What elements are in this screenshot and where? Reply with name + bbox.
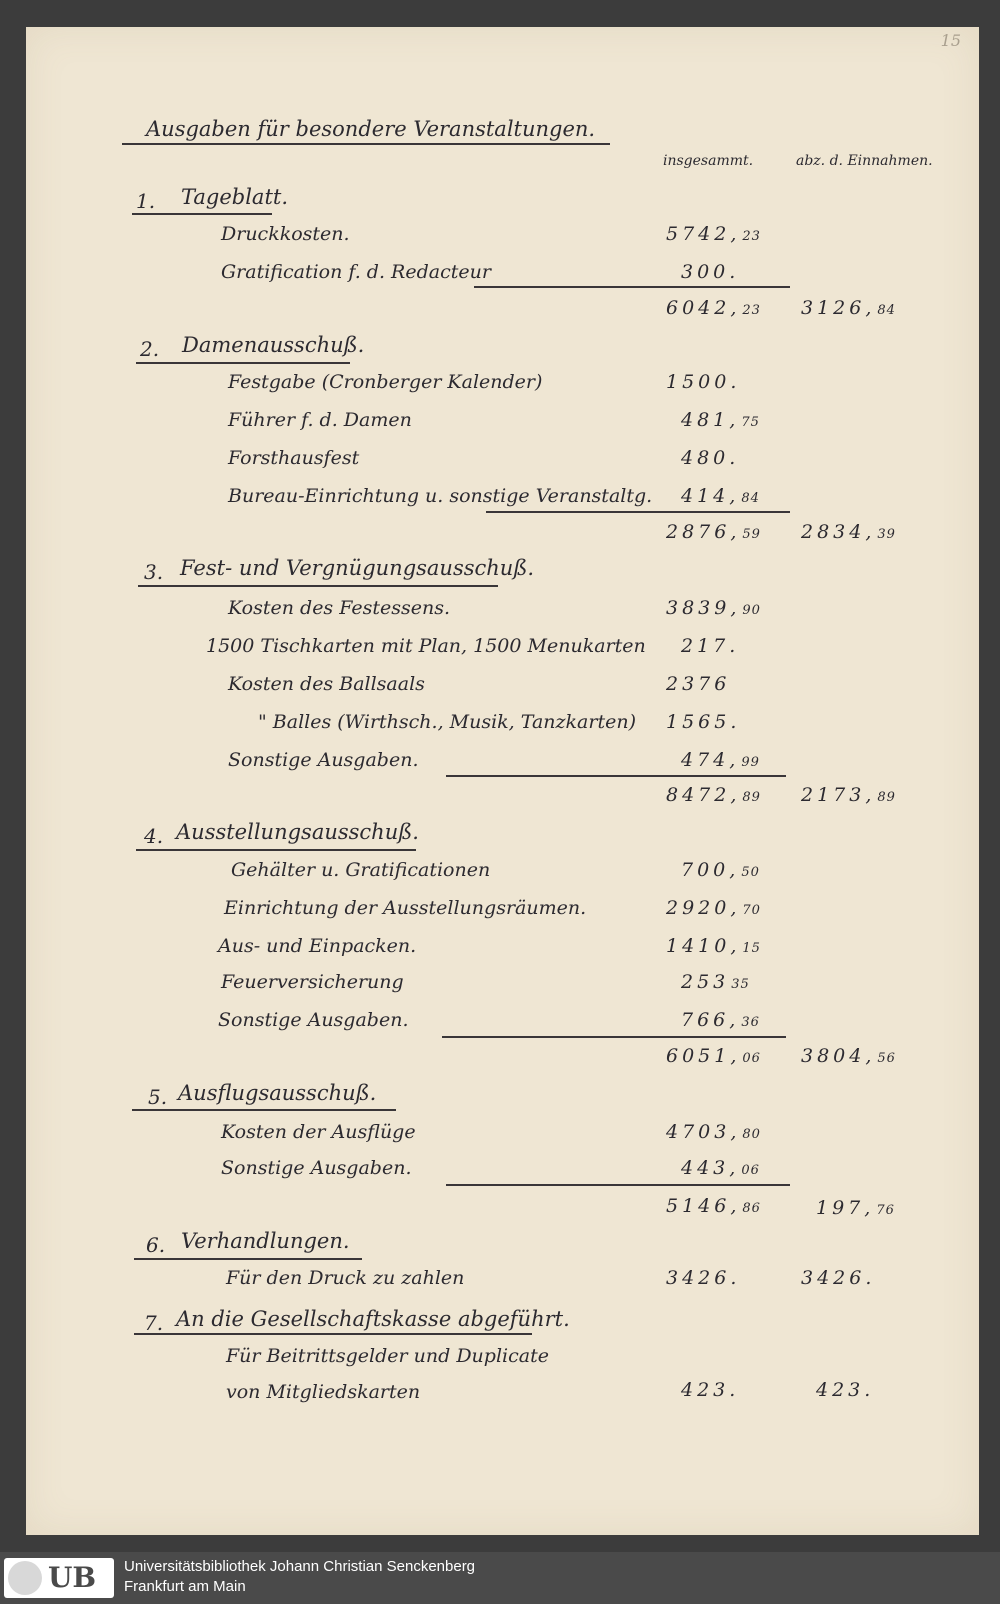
- line-item-label: Gratification f. d. Redacteur: [221, 261, 491, 283]
- line-item-amount: 3839, 90: [666, 597, 761, 619]
- section-number: 7.: [144, 1311, 164, 1335]
- line-item-net: 3426.: [801, 1267, 876, 1289]
- line-item-amount: 480.: [681, 447, 740, 469]
- line-item-amount: 423.: [681, 1379, 740, 1401]
- section-underline: [134, 1333, 532, 1335]
- section-underline: [136, 362, 350, 364]
- section-net: 3126, 84: [801, 297, 896, 319]
- section-total: 6042, 23: [666, 297, 761, 319]
- line-item-label: Sonstige Ausgaben.: [228, 749, 419, 771]
- line-item-label: 1500 Tischkarten mit Plan, 1500 Menukarten: [206, 635, 646, 657]
- page-number: 15: [940, 31, 961, 50]
- line-item-label: Bureau-Einrichtung u. sonstige Veranstaltg.: [228, 485, 653, 507]
- sum-line: [474, 286, 790, 288]
- line-item-amount: 414, 84: [681, 485, 760, 507]
- line-item-amount: 1410, 15: [666, 935, 761, 957]
- line-item-net: 423.: [816, 1379, 875, 1401]
- line-item-label: Führer f. d. Damen: [228, 409, 412, 431]
- line-item-label: Gehälter u. Gratificationen: [231, 859, 491, 881]
- line-item-amount: 300.: [681, 261, 740, 283]
- line-item-label: Forsthausfest: [228, 447, 360, 469]
- section-total: 6051, 06: [666, 1045, 761, 1067]
- section-title: Tageblatt.: [181, 185, 288, 209]
- sum-line: [486, 511, 790, 513]
- sum-line: [446, 1184, 790, 1186]
- section-number: 5.: [148, 1085, 168, 1109]
- line-item-label: von Mitgliedskarten: [226, 1381, 421, 1403]
- line-item-amount: 1565.: [666, 711, 741, 733]
- line-item-label: " Balles (Wirthsch., Musik, Tanzkarten): [258, 711, 636, 733]
- section-underline: [136, 849, 416, 851]
- section-net: 2834, 39: [801, 521, 896, 543]
- section-total: 5146, 86: [666, 1195, 761, 1217]
- section-number: 3.: [144, 560, 164, 584]
- section-title: Damenausschuß.: [182, 333, 365, 357]
- line-item-label: Kosten des Festessens.: [228, 597, 451, 619]
- portrait-icon: [8, 1561, 42, 1595]
- line-item-label: Einrichtung der Ausstellungsräumen.: [224, 897, 587, 919]
- section-net: 3804, 56: [801, 1045, 896, 1067]
- line-item-amount: 474, 99: [681, 749, 760, 771]
- logo-text: UB: [48, 1561, 97, 1594]
- line-item-label: Kosten der Ausflüge: [221, 1121, 416, 1143]
- line-item-label: Kosten des Ballsaals: [228, 673, 425, 695]
- section-total: 2876, 59: [666, 521, 761, 543]
- line-item-amount: 2376: [666, 673, 731, 695]
- section-title: An die Gesellschaftskasse abgeführt.: [176, 1307, 570, 1331]
- section-underline: [132, 213, 272, 215]
- section-total: 8472, 89: [666, 784, 761, 806]
- section-title: Verhandlungen.: [181, 1229, 350, 1253]
- section-number: 2.: [140, 337, 160, 361]
- line-item-amount: 4703, 80: [666, 1121, 761, 1143]
- line-item-amount: 2920, 70: [666, 897, 761, 919]
- section-underline: [138, 585, 498, 587]
- line-item-label: Druckkosten.: [221, 223, 350, 245]
- library-logo: [4, 1558, 114, 1598]
- line-item-amount: 253 35: [681, 971, 750, 993]
- library-footer: [0, 1552, 1000, 1604]
- section-net: 197, 76: [816, 1197, 895, 1219]
- section-number: 1.: [136, 189, 156, 213]
- section-number: 4.: [144, 824, 164, 848]
- line-item-amount: 5742, 23: [666, 223, 761, 245]
- line-item-amount: 481, 75: [681, 409, 760, 431]
- section-net: 2173, 89: [801, 784, 896, 806]
- line-item-label: Sonstige Ausgaben.: [221, 1157, 412, 1179]
- section-title: Ausstellungsausschuß.: [176, 820, 419, 844]
- section-underline: [134, 1258, 362, 1260]
- manuscript-page: [26, 27, 979, 1535]
- section-title: Fest- und Vergnügungsausschuß.: [180, 556, 535, 580]
- footer-line-1: Universitätsbibliothek Johann Christian Senckenberg: [124, 1558, 476, 1575]
- line-item-amount: 700, 50: [681, 859, 760, 881]
- line-item-label: Für den Druck zu zahlen: [226, 1267, 465, 1289]
- line-item-amount: 217.: [681, 635, 740, 657]
- line-item-amount: 443, 06: [681, 1157, 760, 1179]
- line-item-label: Aus- und Einpacken.: [218, 935, 417, 957]
- title-underline: [122, 143, 610, 145]
- line-item-label: Feuerversicherung: [221, 971, 404, 993]
- section-title: Ausflugsausschuß.: [178, 1081, 377, 1105]
- line-item-label: Festgabe (Cronberger Kalender): [228, 371, 543, 393]
- line-item-label: Sonstige Ausgaben.: [218, 1009, 409, 1031]
- line-item-amount: 1500.: [666, 371, 741, 393]
- section-number: 6.: [146, 1233, 166, 1257]
- footer-line-2: Frankfurt am Main: [124, 1578, 246, 1595]
- line-item-amount: 766, 36: [681, 1009, 760, 1031]
- column-header-total: insgesammt.: [663, 153, 754, 169]
- line-item-label: Für Beitrittsgelder und Duplicate: [226, 1345, 549, 1367]
- column-header-net: abz. d. Einnahmen.: [796, 153, 933, 169]
- page-title: Ausgaben für besondere Veranstaltungen.: [146, 117, 596, 141]
- section-underline: [132, 1109, 396, 1111]
- sum-line: [442, 1036, 786, 1038]
- line-item-amount: 3426.: [666, 1267, 741, 1289]
- sum-line: [446, 775, 786, 777]
